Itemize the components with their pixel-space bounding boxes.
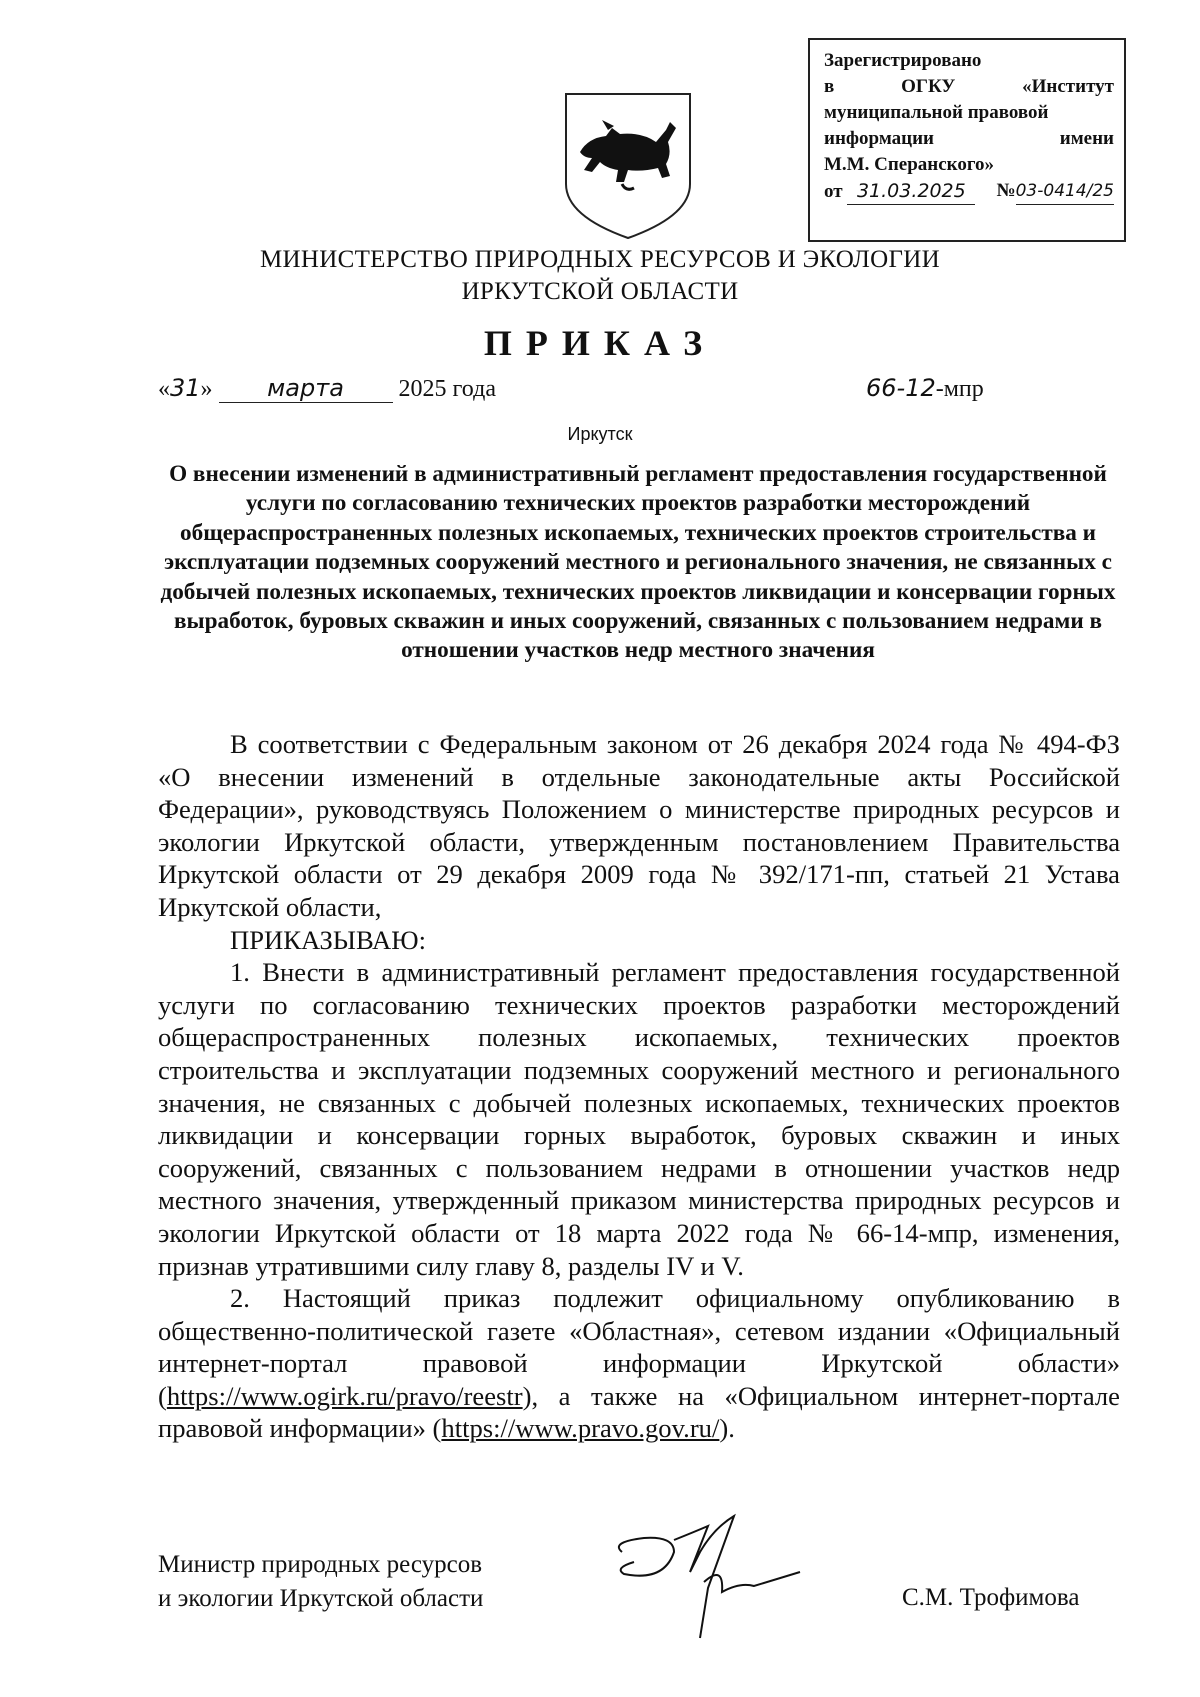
order-number bbox=[866, 374, 984, 403]
ogirk-link[interactable]: https://www.ogirk.ru/pravo/reestr bbox=[166, 1380, 523, 1411]
city: Иркутск bbox=[567, 424, 633, 444]
order-date: «31» марта 2025 года bbox=[158, 374, 496, 402]
document-title: ПРИКАЗ bbox=[483, 323, 717, 363]
signer-title-line-2: и экологии Иркутской области bbox=[158, 1585, 484, 1612]
order-item-2-end: ). bbox=[719, 1413, 735, 1444]
coat-of-arms-icon bbox=[562, 92, 694, 240]
order-item-2-mid: ), а также на «Официальном интернет-портале правовой информации» ( bbox=[158, 1380, 1120, 1444]
signer-title-line-1: Министр природных ресурсов bbox=[158, 1551, 483, 1578]
stamp-line-2-mid: ОГКУ bbox=[901, 76, 956, 97]
stamp-line-3: муниципальной правовой bbox=[824, 102, 1049, 123]
order-number-value: 66-12 bbox=[866, 374, 936, 402]
stamp-date-prefix: от bbox=[824, 181, 843, 202]
order-date-year: 2025 года bbox=[398, 376, 496, 402]
stamp-line-2-right: «Институт bbox=[1022, 76, 1114, 97]
stamp-registration-line bbox=[824, 178, 1114, 205]
stamp-line-4 bbox=[824, 126, 1114, 152]
document-heading: О внесении изменений в административный регламент предоставления государственной услуги по согласованию технических проектов разработки месторождений общераспространенных полезных ископаемых, технических проектов строительства и эксплуатации подземных сооружений местного и регионального значения, не связанных с добычей полезных ископаемых, технических проектов ликвидации и консервации горных выработок, буровых скважин и иных сооружений, связанных с пользованием недрами в отношении участков недр местного значения bbox=[160, 461, 1116, 664]
order-item-2-start: 2. Настоящий приказ подлежит официальному опубликованию в общественно-политической газете «Областная», сетевом издании «Официальный интернет-портал правовой информации Иркутской области» ( bbox=[158, 1283, 1120, 1411]
stamp-number-value: 03-0414/25 bbox=[1016, 178, 1114, 205]
handwritten-signature bbox=[604, 1512, 804, 1642]
stamp-line-4-right: имени bbox=[1059, 128, 1114, 149]
order-number-suffix: -мпр bbox=[935, 376, 984, 402]
order-word: ПРИКАЗЫВАЮ: bbox=[230, 924, 426, 955]
ministry-line-2: ИРКУТСКОЙ ОБЛАСТИ bbox=[461, 278, 739, 305]
ministry-name bbox=[0, 244, 1200, 308]
stamp-date-value: 31.03.2025 bbox=[847, 178, 975, 205]
order-date-month: марта bbox=[219, 374, 393, 403]
registration-stamp bbox=[808, 38, 1126, 242]
stamp-number-prefix: № bbox=[996, 180, 1016, 201]
ministry-line-1: МИНИСТЕРСТВО ПРИРОДНЫХ РЕСУРСОВ И ЭКОЛОГИИ bbox=[260, 246, 940, 273]
document-body bbox=[158, 728, 1120, 1445]
pravo-link[interactable]: https://www.pravo.gov.ru/ bbox=[441, 1413, 720, 1444]
stamp-line-1: Зарегистрировано bbox=[824, 50, 982, 71]
signer-title bbox=[158, 1548, 483, 1616]
order-item-2 bbox=[158, 1282, 1120, 1445]
stamp-line-4-left: информации bbox=[824, 128, 934, 149]
order-date-day: 31 bbox=[170, 374, 201, 402]
stamp-line-2 bbox=[824, 74, 1114, 100]
stamp-line-2-left: в bbox=[824, 76, 835, 97]
preamble-paragraph: В соответствии с Федеральным законом от 26 декабря 2024 года № 494-ФЗ «О внесении изменений в отдельные законодательные акты Российской Федерации», руководствуясь Положением о министерстве природных ресурсов и экологии Иркутской области, утвержденным постановлением Правительства Иркутской области от 29 декабря 2009 года № 392/171-пп, статьей 21 Устава Иркутской области, bbox=[158, 729, 1120, 922]
stamp-line-5: М.М. Сперанского» bbox=[824, 154, 995, 175]
signer-name: С.М. Трофимова bbox=[902, 1584, 1080, 1611]
order-item-1: 1. Внести в административный регламент предоставления государственной услуги по согласованию технических проектов разработки месторождений общераспространенных полезных ископаемых, технических проектов строительства и эксплуатации подземных сооружений местного и регионального значения, не связанных с добычей полезных ископаемых, технических проектов ликвидации и консервации горных выработок, буровых скважин и иных сооружений, связанных с пользованием недрами в отношении участков недр местного значения, утвержденный приказом министерства природных ресурсов и экологии Иркутской области от 18 марта 2022 года № 66-14-мпр, изменения, признав утратившими силу главу 8, разделы IV и V. bbox=[158, 957, 1120, 1281]
